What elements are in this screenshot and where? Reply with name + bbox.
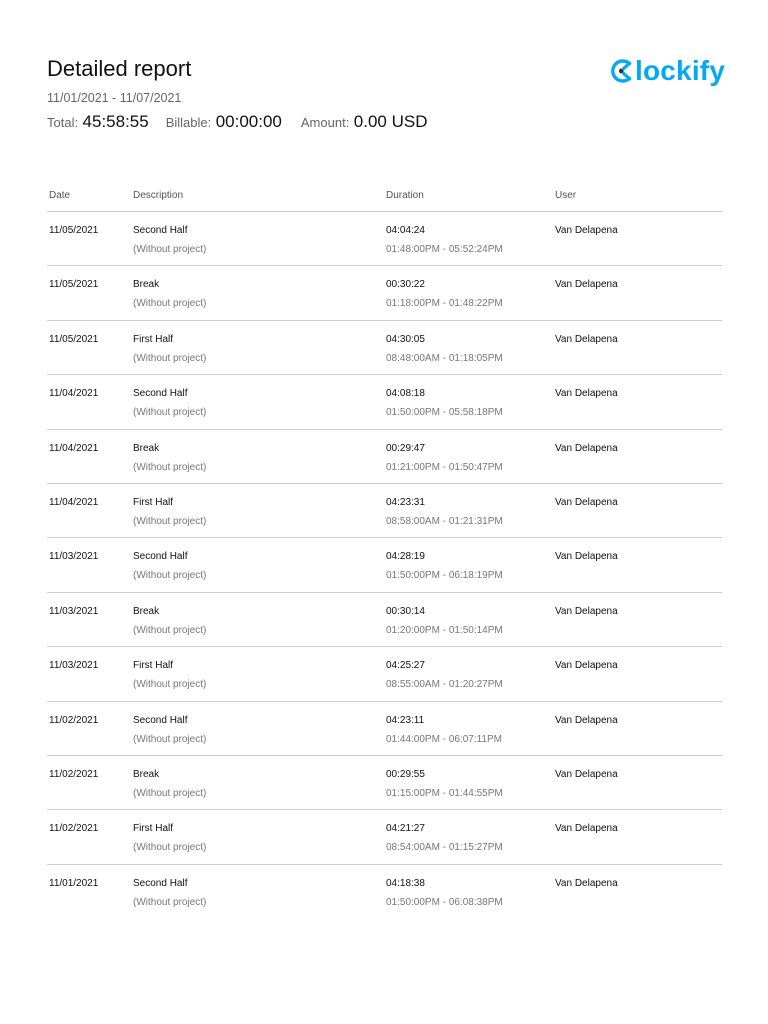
entry-duration: 04:23:31: [386, 496, 425, 508]
entry-date: 11/05/2021: [49, 279, 99, 291]
entry-description: Break: [133, 442, 160, 454]
entry-time-range: 01:18:00PM - 01:48:22PM: [386, 298, 503, 310]
entry-project: (Without project): [133, 298, 207, 310]
entry-time-range: 01:48:00PM - 05:52:24PM: [386, 244, 503, 255]
entry-duration: 04:21:27: [386, 823, 425, 835]
entry-date: 11/03/2021: [49, 551, 99, 563]
entry-project: (Without project): [133, 842, 207, 854]
entry-date: 11/02/2021: [49, 823, 99, 835]
entry-user: Van Delapena: [555, 823, 618, 835]
table-row: [47, 810, 722, 864]
entry-date: 11/02/2021: [49, 714, 99, 726]
entry-user: Van Delapena: [555, 442, 618, 454]
table-row: [47, 321, 722, 375]
table-row: [47, 266, 722, 320]
entry-date: 11/04/2021: [49, 496, 99, 508]
amount-value: 0.00 USD: [353, 112, 428, 131]
entry-description: Second Half: [133, 551, 188, 563]
entry-project: (Without project): [133, 679, 207, 691]
column-header-description: Description: [133, 190, 184, 201]
entry-user: Van Delapena: [555, 714, 618, 726]
entry-description: First Half: [133, 333, 173, 345]
entry-project: (Without project): [133, 244, 207, 255]
entry-description: Second Half: [133, 877, 188, 889]
entry-time-range: 01:20:00PM - 01:50:14PM: [386, 624, 503, 636]
report-table: [47, 185, 722, 918]
entry-description: Second Half: [133, 388, 188, 400]
entry-description: Break: [133, 605, 160, 617]
entry-time-range: 08:58:00AM - 01:21:31PM: [386, 515, 503, 527]
entry-time-range: 01:21:00PM - 01:50:47PM: [386, 461, 503, 473]
table-header: [47, 185, 722, 212]
total-value: 45:58:55: [82, 112, 149, 131]
clockify-logo: [610, 54, 725, 88]
entry-description: Break: [133, 279, 160, 291]
column-header-duration: Duration: [386, 190, 424, 201]
entry-description: Break: [133, 768, 160, 780]
clockify-c-icon: [610, 58, 634, 84]
table-row: [47, 375, 722, 429]
amount-label: Amount:: [300, 115, 350, 130]
entry-date: 11/02/2021: [49, 768, 99, 780]
column-header-date: Date: [49, 190, 71, 201]
table-row: [47, 756, 722, 810]
entry-duration: 00:30:22: [386, 279, 425, 291]
entry-user: Van Delapena: [555, 279, 618, 291]
entry-duration: 04:25:27: [386, 660, 425, 672]
entry-duration: 04:18:38: [386, 877, 425, 889]
table-row: [47, 212, 722, 266]
entry-description: First Half: [133, 660, 173, 672]
page-title: Detailed report: [47, 56, 192, 81]
entry-user: Van Delapena: [555, 551, 618, 563]
total-label: Total:: [47, 115, 79, 130]
entry-user: Van Delapena: [555, 660, 618, 672]
report-summary: [47, 112, 427, 134]
entry-date: 11/04/2021: [49, 388, 99, 400]
entry-user: Van Delapena: [555, 333, 618, 345]
date-range: 11/01/2021 - 11/07/2021: [47, 91, 182, 105]
entry-user: Van Delapena: [555, 877, 618, 889]
entry-project: (Without project): [133, 570, 207, 582]
entry-duration: 04:28:19: [386, 551, 425, 563]
entry-description: First Half: [133, 496, 173, 508]
entry-description: Second Half: [133, 714, 188, 726]
table-row: [47, 430, 722, 484]
entry-duration: 04:04:24: [386, 225, 425, 236]
entry-user: Van Delapena: [555, 605, 618, 617]
entry-description: Second Half: [133, 225, 188, 236]
billable-value: 00:00:00: [215, 112, 282, 131]
column-header-user: User: [555, 190, 577, 201]
logo-text: lockify: [635, 55, 726, 86]
table-row: [47, 484, 722, 538]
table-row: [47, 702, 722, 756]
entry-duration: 00:29:47: [386, 442, 425, 454]
entry-date: 11/05/2021: [49, 225, 99, 236]
entry-date: 11/05/2021: [49, 333, 99, 345]
entry-project: (Without project): [133, 896, 207, 908]
entry-time-range: 01:15:00PM - 01:44:55PM: [386, 787, 503, 799]
entry-time-range: 08:48:00AM - 01:18:05PM: [386, 352, 503, 364]
entry-project: (Without project): [133, 787, 207, 799]
table-row: [47, 647, 722, 701]
table-row: [47, 593, 722, 647]
entry-time-range: 01:50:00PM - 06:08:38PM: [386, 896, 503, 908]
entry-date: 11/03/2021: [49, 660, 99, 672]
entry-time-range: 08:54:00AM - 01:15:27PM: [386, 842, 503, 854]
entry-duration: 00:30:14: [386, 605, 425, 617]
entry-user: Van Delapena: [555, 496, 618, 508]
entry-time-range: 08:55:00AM - 01:20:27PM: [386, 679, 503, 691]
entry-project: (Without project): [133, 352, 207, 364]
entry-project: (Without project): [133, 407, 207, 419]
entry-user: Van Delapena: [555, 225, 618, 236]
entry-project: (Without project): [133, 515, 207, 527]
entry-user: Van Delapena: [555, 768, 618, 780]
table-row: [47, 865, 722, 918]
entry-description: First Half: [133, 823, 173, 835]
billable-label: Billable:: [165, 115, 212, 130]
entry-time-range: 01:50:00PM - 06:18:19PM: [386, 570, 503, 582]
table-row: [47, 538, 722, 592]
entry-user: Van Delapena: [555, 388, 618, 400]
entry-date: 11/01/2021: [49, 877, 99, 889]
entry-time-range: 01:44:00PM - 06:07:11PM: [386, 733, 502, 745]
entry-duration: 04:30:05: [386, 333, 425, 345]
entry-duration: 04:08:18: [386, 388, 425, 400]
entry-date: 11/03/2021: [49, 605, 99, 617]
entry-project: (Without project): [133, 461, 207, 473]
entry-time-range: 01:50:00PM - 05:58:18PM: [386, 407, 503, 419]
entry-date: 11/04/2021: [49, 442, 99, 454]
entry-duration: 00:29:55: [386, 768, 425, 780]
entry-project: (Without project): [133, 624, 207, 636]
entry-duration: 04:23:11: [386, 714, 425, 726]
entry-project: (Without project): [133, 733, 207, 745]
table-body: [47, 212, 722, 918]
